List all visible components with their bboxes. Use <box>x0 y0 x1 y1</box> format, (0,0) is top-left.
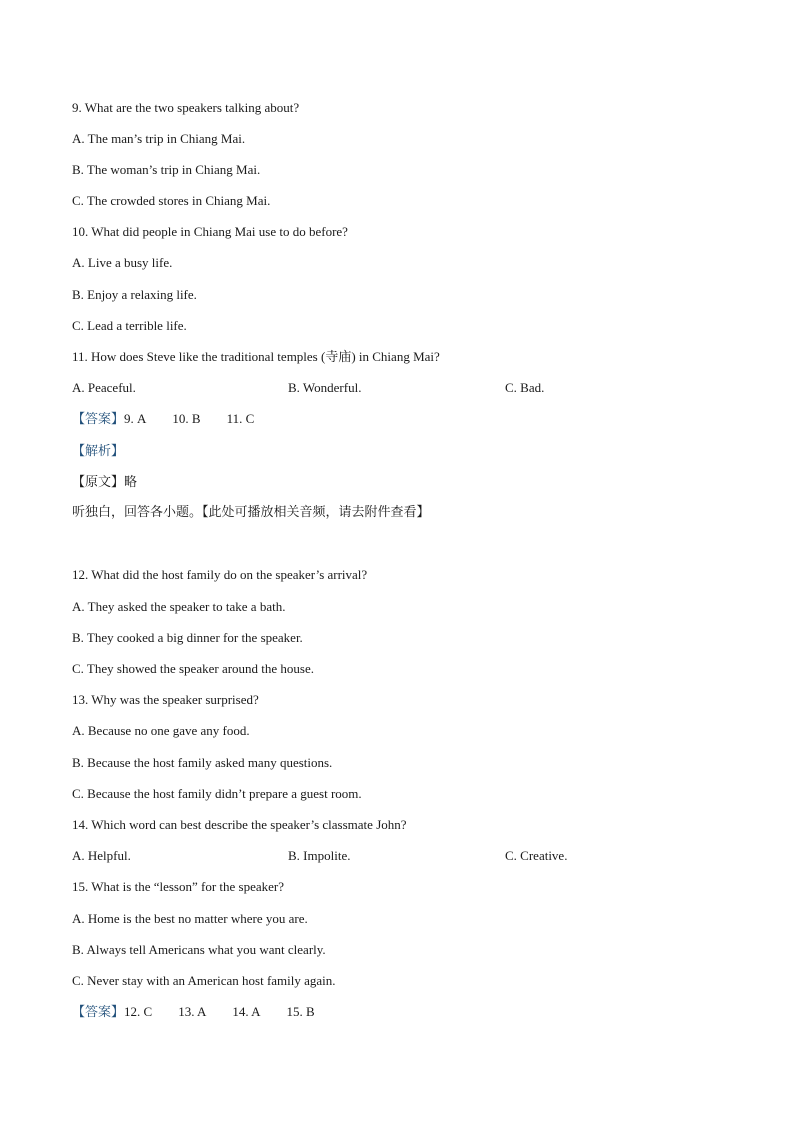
q11-option-c: C. Bad. <box>505 380 545 395</box>
original-text: 略 <box>124 475 138 490</box>
q11-option-a: A. Peaceful. <box>72 380 136 395</box>
q10-option-b: B. Enjoy a relaxing life. <box>72 287 197 302</box>
q12-option-c: C. They showed the speaker around the house. <box>72 661 315 676</box>
q10-option-c: C. Lead a terrible life. <box>72 318 187 333</box>
original-tag: 【原文】 <box>72 475 125 490</box>
q14-option-c: C. Creative. <box>505 848 568 863</box>
q15-option-b: B. Always tell Americans what you want clearly. <box>72 942 326 957</box>
question-14: 14. Which word can best describe the speaker’s classmate John? <box>72 817 407 832</box>
q12-option-a: A. They asked the speaker to take a bath. <box>72 599 286 614</box>
question-15: 15. What is the “lesson” for the speaker? <box>72 879 285 894</box>
analysis-line <box>72 443 124 460</box>
answer-line-2 <box>72 1004 315 1021</box>
q13-option-a: A. Because no one gave any food. <box>72 723 250 738</box>
q11-option-b: B. Wonderful. <box>288 380 362 395</box>
answer-line-1 <box>72 411 254 428</box>
analysis-tag: 【解析】 <box>72 444 125 459</box>
q9-option-c: C. The crowded stores in Chiang Mai. <box>72 193 271 208</box>
question-10: 10. What did people in Chiang Mai use to do before? <box>72 224 348 239</box>
q13-option-b: B. Because the host family asked many questions. <box>72 755 333 770</box>
q14-option-b: B. Impolite. <box>288 848 351 863</box>
answer-item: 13. A <box>178 1004 207 1019</box>
q15-option-a: A. Home is the best no matter where you are. <box>72 911 308 926</box>
q12-option-b: B. They cooked a big dinner for the speaker. <box>72 630 303 645</box>
answer-item: 15. B <box>286 1004 315 1019</box>
q15-option-c: C. Never stay with an American host family again. <box>72 973 336 988</box>
answer-item: 11. C <box>226 411 255 426</box>
question-9: 9. What are the two speakers talking about? <box>72 100 300 115</box>
original-line <box>72 474 137 491</box>
answer-item: 10. B <box>172 411 201 426</box>
answer-tag: 【答案】 <box>72 1005 125 1020</box>
question-13: 13. Why was the speaker surprised? <box>72 692 259 707</box>
answer-item: 14. A <box>232 1004 261 1019</box>
q9-option-b: B. The woman’s trip in Chiang Mai. <box>72 162 261 177</box>
question-11: 11. How does Steve like the traditional temples (寺庙) in Chiang Mai? <box>72 349 440 364</box>
q13-option-c: C. Because the host family didn’t prepare a guest room. <box>72 786 362 801</box>
q10-option-a: A. Live a busy life. <box>72 255 173 270</box>
listening-instruction: 听独白，回答各小题。【此处可播放相关音频，请去附件查看】 <box>72 505 430 520</box>
answer-item: 9. A <box>124 411 147 426</box>
answer-item: 12. C <box>124 1004 153 1019</box>
question-12: 12. What did the host family do on the speaker’s arrival? <box>72 567 368 582</box>
answer-tag: 【答案】 <box>72 412 125 427</box>
q9-option-a: A. The man’s trip in Chiang Mai. <box>72 131 246 146</box>
q14-option-a: A. Helpful. <box>72 848 131 863</box>
